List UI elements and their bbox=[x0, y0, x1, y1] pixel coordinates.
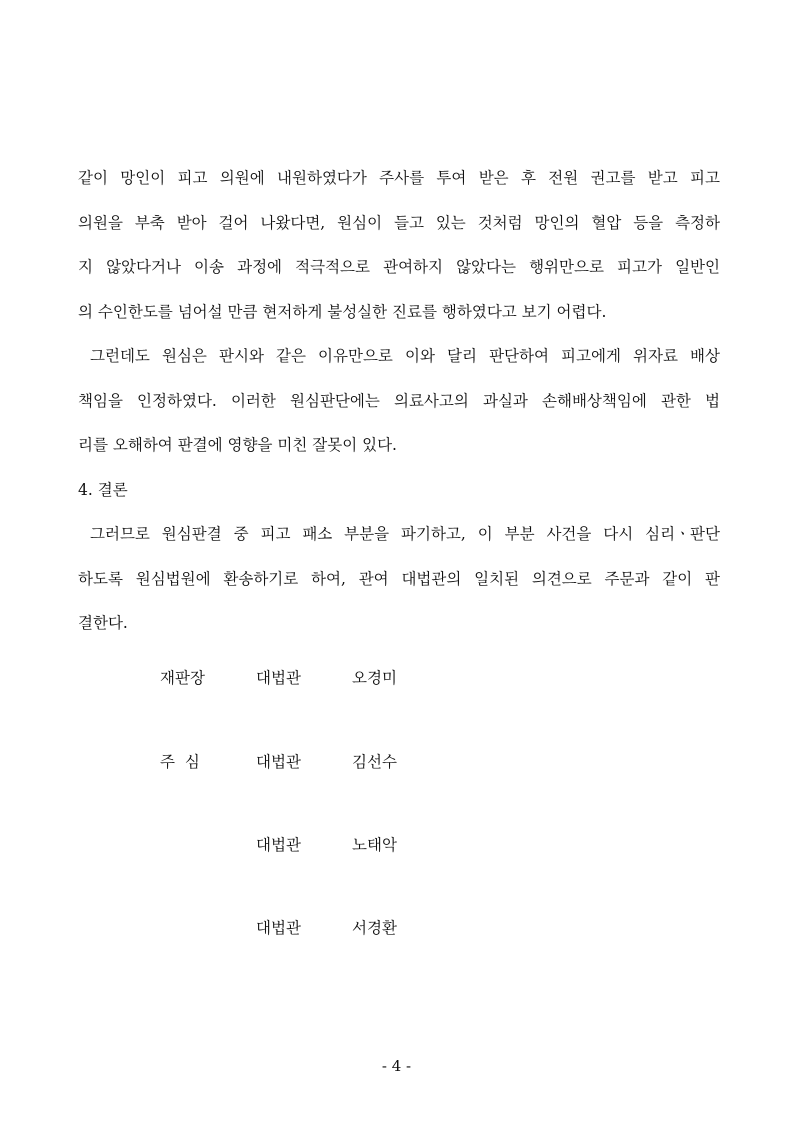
paragraph-line: 결한다. bbox=[78, 614, 128, 632]
signature-name: 노태악 bbox=[352, 836, 397, 854]
paragraph-line: 같이 망인이 피고 의원에 내원하였다가 주사를 투여 받은 후 전원 권고를 받고 피고 bbox=[78, 169, 720, 187]
signature-name: 서경환 bbox=[352, 919, 397, 937]
judgment-body bbox=[78, 160, 720, 650]
paragraph-line: 지 않았다거나 이송 과정에 적극적으로 관여하지 않았다는 행위만으로 피고가 일반인 bbox=[78, 258, 720, 276]
signature-title: 대법관 bbox=[256, 836, 301, 854]
paragraph-line: 하도록 원심법원에 환송하기로 하여, 관여 대법관의 일치된 의견으로 주문과 같이 판 bbox=[78, 569, 720, 588]
signature-title: 대법관 bbox=[256, 669, 301, 687]
paragraph-line: 의원을 부축 받아 걸어 나왔다면, 원심이 들고 있는 것처럼 망인의 혈압 등을 측정하 bbox=[78, 213, 720, 232]
signature-name: 김선수 bbox=[352, 753, 397, 771]
section-heading: 4. 결론 bbox=[78, 480, 128, 499]
page-number: - 4 - bbox=[381, 1057, 412, 1075]
signature-title: 대법관 bbox=[256, 919, 301, 937]
paragraph-line: 리를 오해하여 판결에 영향을 미친 잘못이 있다. bbox=[78, 436, 397, 454]
signature-title: 대법관 bbox=[256, 753, 301, 771]
paragraph-line: 책임을 인정하였다. 이러한 원심판단에는 의료사고의 과실과 손해배상책임에 관한 법 bbox=[78, 391, 720, 410]
paragraph-line: 그런데도 원심은 판시와 같은 이유만으로 이와 달리 판단하여 피고에게 위자료 배상 bbox=[90, 347, 720, 365]
paragraph-line: 그러므로 원심판결 중 피고 패소 부분을 파기하고, 이 부분 사건을 다시 심리ㆍ판단 bbox=[90, 525, 720, 543]
signature-name: 오경미 bbox=[352, 669, 397, 687]
paragraph-line: 의 수인한도를 넘어설 만큼 현저하게 불성실한 진료를 행하였다고 보기 어렵다. bbox=[78, 302, 607, 321]
signature-role: 주 심 bbox=[160, 753, 200, 771]
signature-role: 재판장 bbox=[160, 669, 205, 687]
